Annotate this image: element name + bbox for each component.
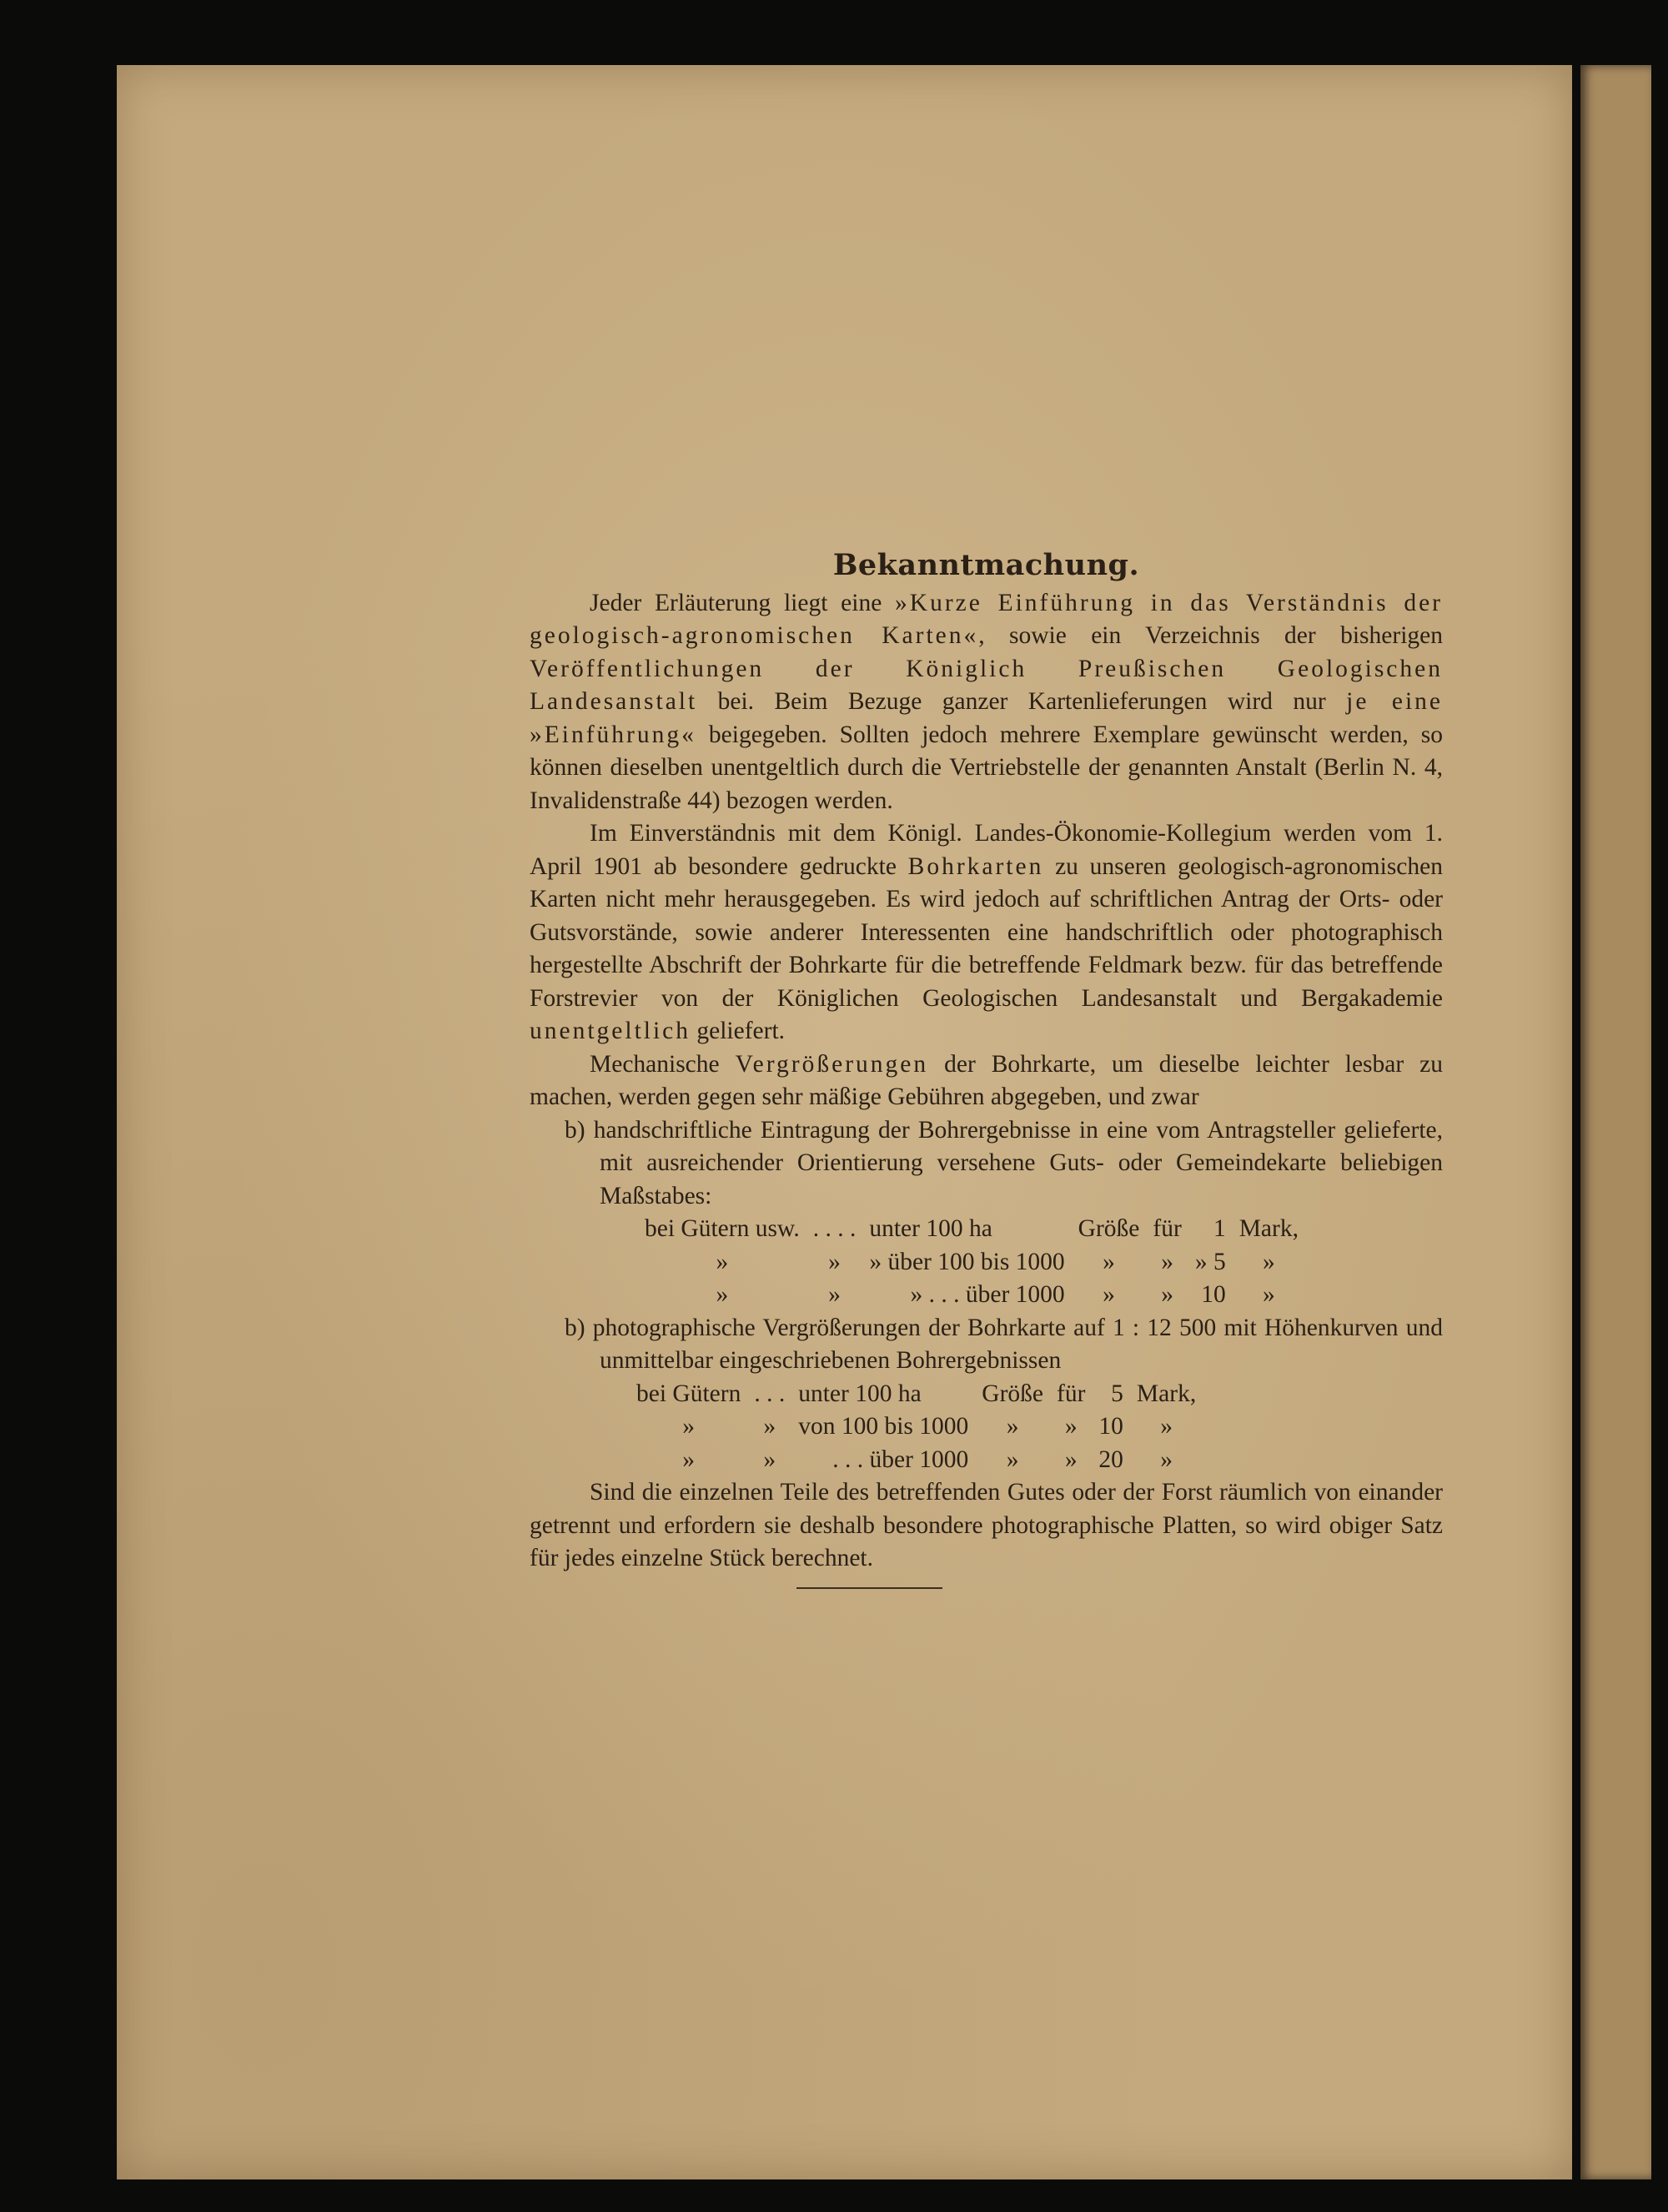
paragraph-separate-parts: Sind die einzelnen Teile des betreffenden Gutes oder der Forst räumlich von einander getrennt und erfordern sie deshalb besondere photographische Platten, so wird obiger Satz für jedes einzelne Stück berechnet.	[530, 1479, 1443, 1571]
table-cell: » . . . über 1000	[910, 1281, 1065, 1308]
table-row	[630, 1410, 1203, 1444]
table-cell: »	[1103, 1281, 1115, 1308]
paragraph-vergroesserungen	[530, 1048, 1443, 1114]
list-item-handwritten-entry: b) handschriftliche Eintragung der Bohrergebnisse in eine vom Antragsteller gelieferte, mit ausreichender Orientierung versehene Guts- oder Gemeindekarte beliebigen Maßstabes:	[565, 1116, 1443, 1209]
table-cell: »	[716, 1248, 729, 1275]
fee-table-handwritten	[638, 1213, 1305, 1312]
table-row	[638, 1279, 1305, 1312]
table-cell: »	[1160, 1445, 1173, 1473]
table-cell: bei Gütern	[636, 1380, 741, 1407]
paragraph-bohrkarten	[530, 817, 1443, 1048]
table-cell: unter 100 ha	[798, 1380, 922, 1407]
spaced-text-run: unentgeltlich	[530, 1018, 691, 1044]
table-cell: . . . über 1000	[832, 1445, 969, 1473]
table-cell: bei Gütern usw.	[645, 1215, 800, 1242]
table-cell: »	[1103, 1248, 1115, 1275]
table-cell: 10	[1201, 1281, 1226, 1308]
table-cell: . . . .	[812, 1215, 857, 1242]
table-cell: 5	[1111, 1380, 1123, 1407]
table-cell: »	[763, 1445, 776, 1473]
table-cell: 10	[1098, 1413, 1123, 1440]
spaced-text-run: je eine »Einführung«	[530, 688, 1443, 748]
table-cell: »	[1262, 1281, 1275, 1308]
table-cell: für	[1153, 1215, 1182, 1242]
table-cell: » über 100 bis 1000	[869, 1248, 1065, 1275]
text-run: Jeder Erläuterung liegt eine	[590, 589, 896, 616]
document-page	[117, 65, 1572, 2179]
table-cell: unter 100 ha	[869, 1215, 992, 1242]
table-cell: Mark,	[1238, 1215, 1299, 1242]
table-cell: »	[682, 1413, 696, 1440]
table-row	[638, 1213, 1305, 1246]
table-cell: »	[1006, 1445, 1019, 1473]
table-cell: Mark,	[1136, 1380, 1197, 1407]
table-row	[630, 1444, 1203, 1477]
list-item-photographic-enlargement: b) photographische Vergrößerungen der Bohrkarte auf 1 : 12 500 mit Höhenkurven und unmittelbar eingeschriebenen Bohrergebnissen	[565, 1314, 1443, 1374]
text-run: beigegeben. Sollten jedoch mehrere Exemplare gewünscht werden, so können dieselben unentgeltlich durch die Vertriebstelle der genannten Anstalt (Berlin N. 4, Invalidenstraße 44) bezogen werden.	[530, 721, 1443, 814]
table-cell: »	[1006, 1413, 1019, 1440]
text-run: geliefert.	[691, 1018, 786, 1044]
table-cell: 1	[1213, 1215, 1226, 1242]
spaced-text-run: Vergrößerungen	[735, 1050, 929, 1078]
page-title: Bekanntmachung.	[832, 548, 1140, 582]
adjacent-page-edge	[1580, 65, 1651, 2179]
table-cell: »	[828, 1248, 841, 1275]
text-run: zu unseren geologisch-agronomischen Karten nicht mehr herausgegeben. Es wird jedoch auf schriftlichen Antrag der Orts- oder Gutsvorstände, sowie anderer Interessenten eine handschriftlich oder photographisch hergestellte Abschrift der Bohrkarte für die betreffende Feldmark bezw. für das betreffende Forstrevier von der Königlichen Geologischen Landesanstalt und Bergakademie	[530, 852, 1443, 1012]
table-cell: »	[1161, 1248, 1173, 1275]
closing-rule	[796, 1587, 942, 1589]
spaced-text-run: »Kurze Einführung in das Verständnis der geologisch-agronomischen Karten«	[530, 589, 1443, 649]
table-cell: »	[716, 1281, 729, 1308]
announcement-text	[530, 549, 1443, 1576]
table-cell: Größe	[1078, 1215, 1140, 1242]
spaced-text-run: Veröffentlichungen der Königlich Preußischen Geologischen Landesanstalt	[530, 655, 1443, 715]
text-run: Im Einverständnis mit dem Königl. Landes-Ökonomie-Kollegium werden vom 1. April 1901 ab besondere gedruckte	[530, 820, 1443, 880]
table-cell: » 5	[1194, 1248, 1226, 1275]
table-cell: »	[763, 1413, 776, 1440]
table-cell: . . .	[754, 1380, 786, 1407]
text-run: der Bohrkarte, um dieselbe leichter lesbar zu machen, werden gegen sehr mäßige Gebühren abgegeben, und zwar	[530, 1050, 1444, 1110]
table-cell: von 100 bis 1000	[798, 1413, 969, 1440]
table-cell: »	[682, 1445, 696, 1473]
table-row	[630, 1378, 1203, 1411]
text-run: Mechanische	[590, 1050, 736, 1078]
table-cell: »	[1064, 1445, 1078, 1473]
text-run: , sowie ein Verzeichnis der bisherigen	[978, 622, 1443, 649]
table-cell: »	[1064, 1413, 1078, 1440]
table-cell: Größe	[982, 1380, 1044, 1407]
paragraph-introduction	[530, 587, 1443, 818]
table-row	[638, 1246, 1305, 1279]
table-cell: »	[1161, 1281, 1173, 1308]
table-cell: für	[1057, 1380, 1086, 1407]
spaced-text-run: Bohrkarten	[907, 852, 1044, 880]
text-run: bei. Beim Bezuge ganzer Kartenlieferungen wird nur	[697, 688, 1347, 715]
table-cell: 20	[1098, 1445, 1123, 1473]
table-cell: »	[1160, 1413, 1173, 1440]
table-cell: »	[1262, 1248, 1275, 1275]
fee-table-photographic	[630, 1378, 1203, 1477]
table-cell: »	[828, 1281, 841, 1308]
